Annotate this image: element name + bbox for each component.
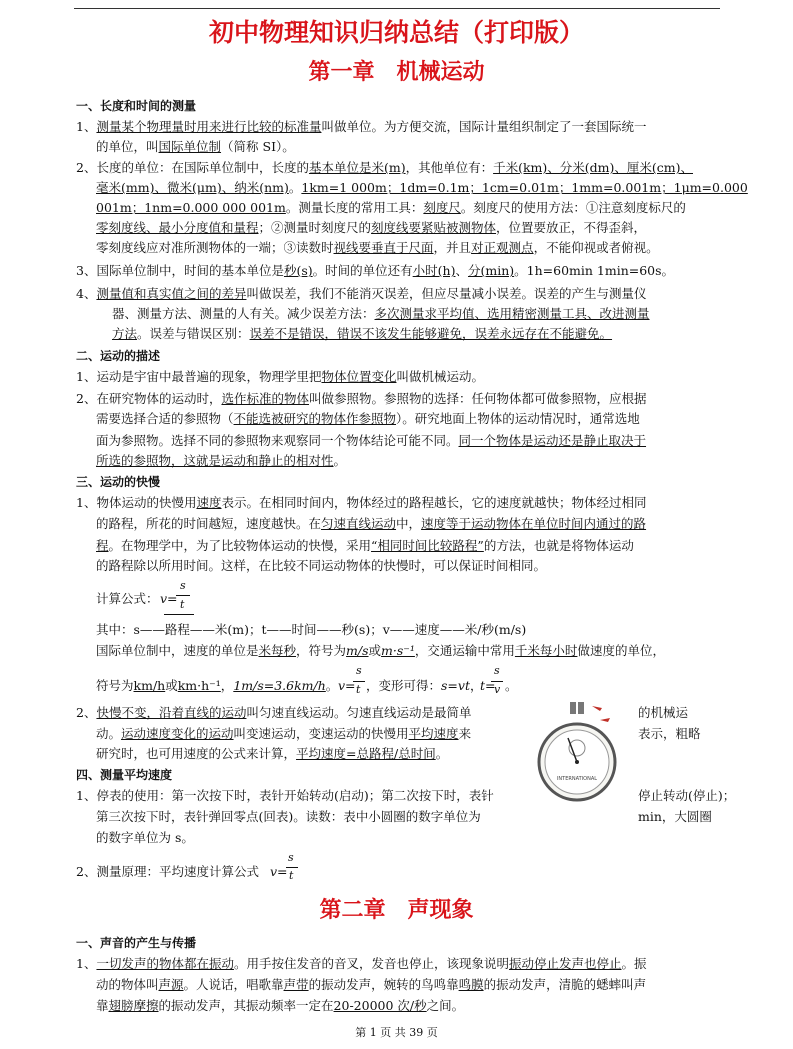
arrow-icon [592, 706, 602, 711]
page-title: 初中物理知识归纳总结（打印版） [208, 18, 584, 47]
paragraph-line: 方法。误差与错误区别：误差不是错误，错误不该发生能够避免，误差永远存在不能避免。 [112, 326, 613, 341]
formula-v: v= [270, 864, 288, 879]
stopwatch-brand: INTERNATIONAL [556, 776, 598, 782]
paragraph-line: 动的物体叫声源。人说话，唱歌靠声带的振动发声，婉转的鸟鸣靠鸣膜的振动发声，清脆的蟋蟀叫声 [96, 977, 647, 992]
paragraph-line: 器、测量方法、测量的人有关。减少误差方法：多次测量求平均值、选用精密测量工具、改进测量 [112, 306, 650, 321]
paragraph-line: 零刻度线应对准所测物体的一端；③读数时视线要垂直于尺面，并且对正观测点，不能仰视或者俯视。 [96, 240, 659, 255]
formula-denominator: t [356, 683, 361, 696]
paragraph-line: 1、停表的使用：第一次按下时，表针开始转动(启动)；第二次按下时，表针 [76, 788, 494, 803]
paragraph-line: 所选的参照物，这就是运动和静止的相对性。 [96, 453, 347, 468]
paragraph-line: 的路程，所花的时间越短，速度越快。在匀速直线运动中，速度等于运动物体在单位时间内通过的路 [96, 516, 647, 531]
paragraph-line: ，变形可得：s=vt， [366, 678, 483, 693]
formula-numerator: s [288, 851, 294, 864]
chapter-1-title: 第一章 机械运动 [308, 60, 485, 85]
formula-t: t= [480, 678, 496, 693]
paragraph-line: 国际单位制中，速度的单位是米每秒，符号为m/s或m·s⁻¹，交通运输中常用千米每小时做速度的单位， [96, 643, 665, 658]
formula-numerator: s [494, 664, 500, 677]
formula-v: v= [160, 591, 178, 606]
paragraph-line: 研究时，也可用速度的公式来计算，平均速度=总路程/总时间。 [96, 746, 449, 761]
formula-denominator: t [180, 598, 185, 611]
paragraph-line: 动。运动速度变化的运动叫变速运动，变速运动的快慢用平均速度来 [96, 726, 472, 741]
period: 。 [505, 678, 518, 693]
paragraph-line: 面为参照物。选择不同的参照物来观察同一个物体结论可能不同。同一个物体是运动还是静止取决于 [96, 433, 647, 448]
paragraph-line: 靠翅膀摩擦的振动发声，其振动频率一定在20-20000 次/秒之间。 [96, 998, 465, 1013]
paragraph-line: 1、测量某个物理量时用来进行比较的标准量叫做单位。为方便交流，国际计量组织制定了一套国际统一 [76, 119, 647, 134]
fraction-bar [491, 681, 503, 682]
fraction-bar [176, 595, 190, 596]
paragraph-line: 需要选择合适的参照物（不能选被研究的物体作参照物）。研究地面上物体的运动情况时，通常选地 [96, 411, 640, 426]
paragraph-line: 符号为km/h或km·h⁻¹，1m/s=3.6km/h。 [96, 678, 339, 693]
paragraph-line: 毫米(mm)、微米(μm)、纳米(nm)。1km=1 000m；1dm=0.1m；1cm=0.01m；1mm=0.001m；1μm=0.000 [96, 180, 748, 195]
formula-numerator: s [180, 579, 186, 592]
arrow-icon [600, 718, 610, 722]
paragraph-line: 001m；1nm=0.000 000 001m。测量长度的常用工具：刻度尺。刻度尺的使用方法：①注意刻度标尺的 [96, 200, 686, 215]
paragraph-line: min，大圆圈 [638, 809, 712, 824]
formula-underline [164, 614, 194, 615]
stopwatch-crown-top [570, 702, 576, 714]
section-heading: 一、声音的产生与传播 [76, 936, 197, 950]
stopwatch-illustration [530, 700, 634, 804]
section-heading: 二、运动的描述 [76, 349, 161, 363]
formula-v: v= [338, 678, 356, 693]
paragraph-line: 3、国际单位制中，时间的基本单位是秒(s)。时间的单位还有小时(h)、分(min)。1h=60min 1min=60s。 [76, 263, 675, 278]
section-heading: 三、运动的快慢 [76, 475, 161, 489]
paragraph-line: 4、测量值和真实值之间的差异叫做误差，我们不能消灭误差，但应尽量减小误差。误差的产生与测量仪 [76, 286, 647, 301]
chapter-2-title: 第二章 声现象 [319, 898, 474, 923]
paragraph-line: 1、一切发声的物体都在振动。用手按住发音的音叉，发音也停止，该现象说明振动停止发声也停止。振 [76, 956, 647, 971]
paragraph-line: 的路程除以所用时间。这样，在比较不同运动物体的快慢时，可以保证时间相同。 [96, 558, 547, 573]
formula-denominator: v [494, 683, 501, 696]
paragraph-line: 零刻度线、最小分度值和量程；②测量时刻度尺的刻度线要紧贴被测物体，位置要放正，不得歪斜， [96, 220, 647, 235]
paragraph-line: 的机械运 [638, 705, 689, 720]
paragraph-line: 2、测量原理：平均速度计算公式 [76, 864, 259, 879]
paragraph-line: 2、长度的单位：在国际单位制中，长度的基本单位是米(m)，其他单位有：千米(km)、分米(dm)、厘米(cm)、 [76, 160, 693, 175]
paragraph-line: 2、在研究物体的运动时，选作标准的物体叫做参照物。参照物的选择：任何物体都可做参照物，应根据 [76, 391, 647, 406]
section-heading: 四、测量平均速度 [76, 768, 173, 782]
top-rule [74, 8, 720, 9]
paragraph-line: 的数字单位为 s。 [96, 830, 194, 845]
paragraph-line: 1、运动是宇宙中最普遍的现象，物理学里把物体位置变化叫做机械运动。 [76, 369, 484, 384]
paragraph-line: 2、快慢不变，沿着直线的运动叫匀速直线运动。匀速直线运动是最简单 [76, 705, 472, 720]
paragraph-line: 第三次按下时，表针弹回零点(回表)。读数：表中小圆圈的数字单位为 [96, 809, 481, 824]
stopwatch-crown-top [578, 702, 584, 714]
section-heading: 一、长度和时间的测量 [76, 99, 197, 113]
variable-definitions: 其中：s——路程——米(m)；t——时间——秒(s)；v——速度——米/秒(m/s) [96, 622, 527, 637]
page-footer: 第 1 页 共 39 页 [355, 1026, 438, 1039]
fraction-bar [286, 867, 298, 868]
paragraph-line: 停止转动(停止)； [638, 788, 736, 803]
fraction-bar [353, 681, 365, 682]
paragraph-line: 1、物体运动的快慢用速度表示。在相同时间内，物体经过的路程越长，它的速度就越快；物体经过相同 [76, 495, 647, 510]
paragraph-line: 的单位，叫国际单位制（简称 SI）。 [96, 139, 295, 154]
paragraph-line: 程。在物理学中，为了比较物体运动的快慢，采用“相同时间比较路程”的方法，也就是将物体运动 [96, 538, 634, 553]
stopwatch-pivot [575, 760, 579, 764]
paragraph-line: 表示，粗略 [638, 726, 701, 741]
formula-label: 计算公式： [96, 591, 159, 606]
formula-numerator: s [356, 664, 362, 677]
formula-denominator: t [289, 869, 294, 882]
